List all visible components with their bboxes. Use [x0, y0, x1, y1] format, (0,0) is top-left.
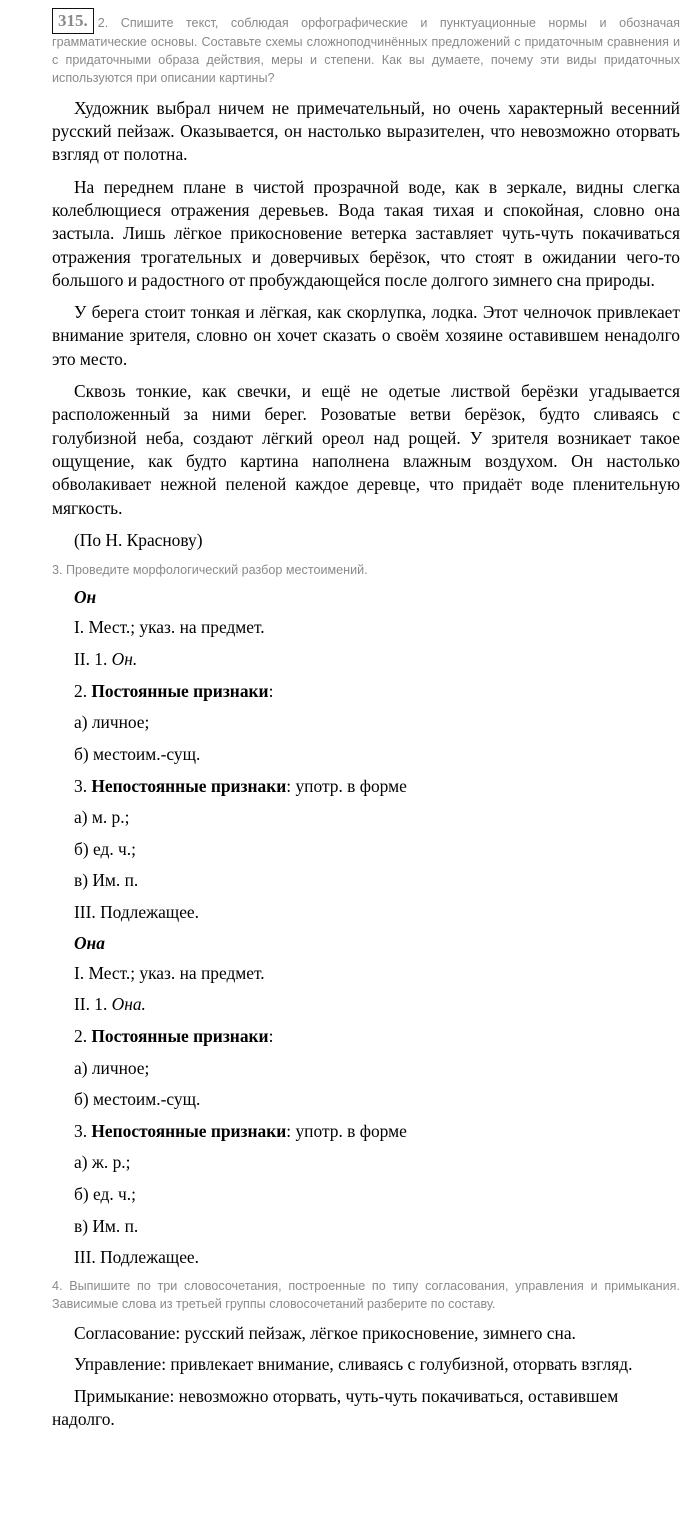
analysis-2-line-1 — [52, 962, 680, 985]
text-paragraph-2: На переднем плане в чистой прозрачной воде, как в зеркале, видны слегка колеблющиеся отражения деревьев. Вода такая тихая и спокойная, словно она застыла. Лишь лёгкое прикосновение ветерка заставляет чуть-чуть покачиваться отражения трогательных и доверчивых берёзок, что стоят в ожидании чего-то большого и радостного от пробуждающейся после долгого зимнего сна природы. — [52, 176, 680, 290]
task-3-instruction: 3. Проведите морфологический разбор местоимений. — [52, 562, 368, 577]
analysis-2-line-9-text: в) Им. п. — [74, 1215, 139, 1236]
analysis-1-line-10-text: III. Подлежащее. — [74, 902, 199, 923]
analysis-2-line-6-suffix: : употр. в форме — [286, 1120, 407, 1141]
analysis-1-line-10 — [52, 901, 680, 924]
analysis-1-line-2 — [52, 648, 680, 671]
analysis-word-1: Он — [74, 587, 97, 608]
analysis-2-line-2 — [52, 993, 680, 1016]
analysis-1-line-4 — [52, 711, 680, 734]
task-4-instruction: 4. Выпишите по три словосочетания, построенные по типу согласования, управления и примыкания. Зависимые слова из третьей группы словосочетаний разберите по составу. — [52, 1278, 680, 1311]
text-source: (По Н. Краснову) — [74, 529, 203, 550]
analysis-2-line-3-prefix: 2. — [74, 1025, 92, 1046]
analysis-2-line-3-label: Постоянные признаки — [91, 1025, 269, 1046]
analysis-1-line-3-label: Постоянные признаки — [91, 680, 269, 701]
text-paragraph-1: Художник выбрал ничем не примечательный, но очень характерный весенний русский пейзаж. Оказывается, он настолько выразителен, что невозможно оторвать взгляд от полотна. — [52, 97, 680, 165]
analysis-1-line-1-text: I. Мест.; указ. на предмет. — [74, 617, 265, 638]
analysis-1-line-6-suffix: : употр. в форме — [286, 775, 407, 796]
analysis-1-line-2-word: Он. — [111, 649, 138, 670]
analysis-2-line-7-text: а) ж. р.; — [74, 1152, 131, 1173]
analysis-2-line-8 — [52, 1183, 680, 1206]
task-2-instruction — [52, 8, 680, 88]
analysis-1-line-6 — [52, 775, 680, 798]
exercise-number: 315. — [52, 8, 94, 34]
analysis-1-line-6-prefix: 3. — [74, 775, 92, 796]
analysis-1-line-1 — [52, 616, 680, 639]
answer-upravlenie: Управление: привлекает внимание, сливаясь с голубизной, оторвать взгляд. — [74, 1354, 633, 1375]
analysis-1-line-4-text: а) личное; — [74, 712, 150, 733]
analysis-2-line-5-text: б) местоим.-сущ. — [74, 1089, 201, 1110]
analysis-1-line-5-text: б) местоим.-сущ. — [74, 743, 201, 764]
analysis-1-line-9 — [52, 869, 680, 892]
analysis-1-line-3 — [52, 680, 680, 703]
text-paragraph-4: Сквозь тонкие, как свечки, и ещё не одетые листвой берёзки угадывается расположенный за ними берег. Розоватые ветви берёзок, будто сливаясь с голубизной неба, создают лёгкий ореол над рощей. У зрителя возникает такое ощущение, как будто картина наполнена влажным воздухом. Он настолько обволакивает нежной пеленой каждое деревце, что придаёт воде пленительную мягкость. — [52, 381, 680, 518]
analysis-2-line-2-word: Она. — [111, 994, 146, 1015]
answer-soglasovanie: Согласование: русский пейзаж, лёгкое прикосновение, зимнего сна. — [74, 1322, 576, 1343]
task-2-text: 2. Спишите текст, соблюдая орфографические и пунктуационные нормы и обозначая грамматические основы. Составьте схемы сложноподчинённых предложений с придаточным сравнения и с придаточными образа действия, меры и степени. Как вы думаете, почему эти виды придаточных используются при описании картины? — [52, 16, 680, 85]
analysis-2-line-10-text: III. Подлежащее. — [74, 1247, 199, 1268]
analysis-1-line-7-text: а) м. р.; — [74, 807, 130, 828]
analysis-2-line-5 — [52, 1088, 680, 1111]
analysis-2-line-10 — [52, 1246, 680, 1269]
analysis-1-line-3-suffix: : — [268, 680, 274, 701]
analysis-2-line-8-text: б) ед. ч.; — [74, 1184, 136, 1205]
analysis-2-line-1-text: I. Мест.; указ. на предмет. — [74, 962, 265, 983]
analysis-2-line-9 — [52, 1215, 680, 1238]
analysis-2-line-3-suffix: : — [268, 1025, 274, 1046]
text-paragraph-3: У берега стоит тонкая и лёгкая, как скорлупка, лодка. Этот челночок привлекает внимание зрителя, словно он хочет сказать о своём хозяине оставившем ненадолго это место. — [52, 302, 680, 369]
analysis-1-line-8 — [52, 838, 680, 861]
analysis-1-line-9-text: в) Им. п. — [74, 870, 139, 891]
analysis-1-line-8-text: б) ед. ч.; — [74, 838, 136, 859]
analysis-2-line-7 — [52, 1151, 680, 1174]
analysis-2-line-4-text: а) личное; — [74, 1057, 150, 1078]
analysis-word-2: Она — [74, 932, 105, 953]
analysis-1-line-3-prefix: 2. — [74, 680, 92, 701]
answer-primykanie: Примыкание: невозможно оторвать, чуть-чуть покачиваться, оставившем надолго. — [52, 1385, 619, 1429]
analysis-2-line-6 — [52, 1120, 680, 1143]
analysis-2-line-4 — [52, 1057, 680, 1080]
analysis-1-line-6-label: Непостоянные признаки — [91, 775, 287, 796]
analysis-2-line-6-label: Непостоянные признаки — [91, 1120, 287, 1141]
analysis-2-line-6-prefix: 3. — [74, 1120, 92, 1141]
analysis-1-line-5 — [52, 743, 680, 766]
analysis-1-line-7 — [52, 806, 680, 829]
analysis-1-line-2-prefix: II. 1. — [74, 649, 112, 670]
analysis-2-line-2-prefix: II. 1. — [74, 994, 112, 1015]
analysis-2-line-3 — [52, 1025, 680, 1048]
